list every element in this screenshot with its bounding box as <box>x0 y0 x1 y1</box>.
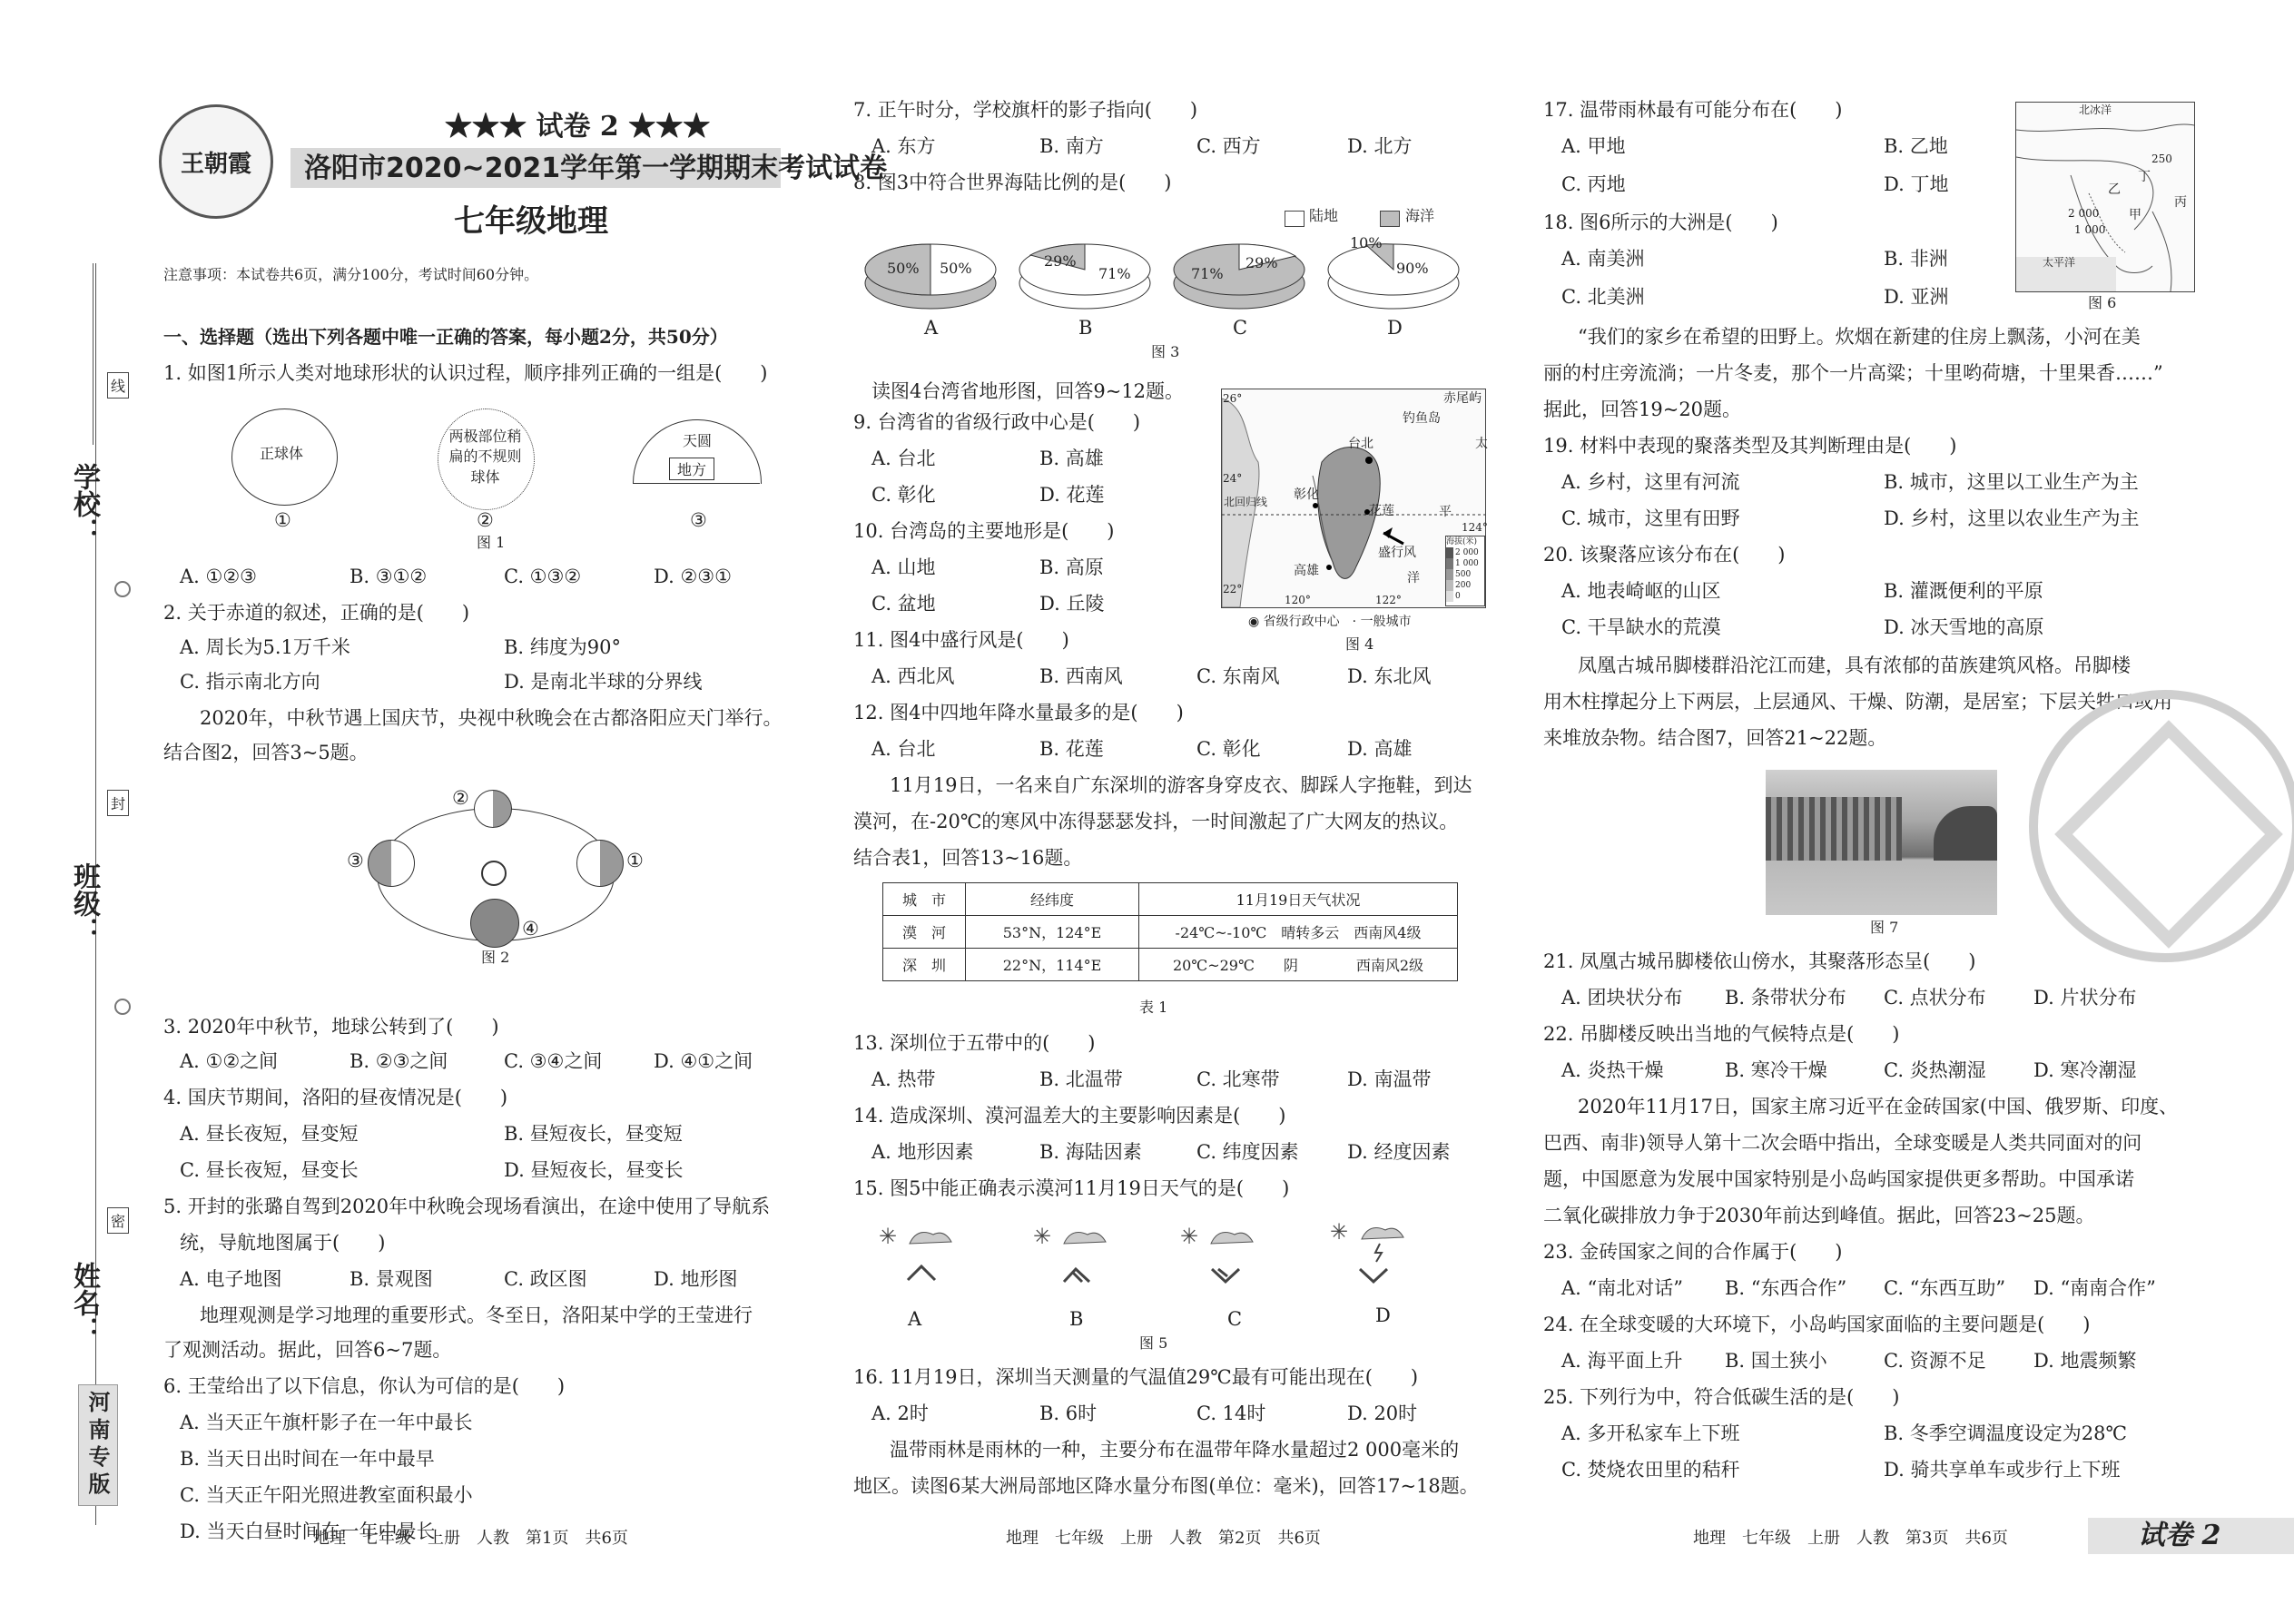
passage-13-16: 11月19日，一名来自广东深圳的游客身穿皮衣、脚踩人字拖鞋，到达 <box>890 774 1472 796</box>
passage-9-12: 读图4台湾省地形图，回答9~12题。 <box>871 380 1185 402</box>
q17-option-c[interactable]: C. 丙地 <box>1561 173 1626 195</box>
exam-title: 洛阳市2020~2021学年第一学期期末考试试卷 <box>304 153 888 184</box>
legend-land-label: 陆地 <box>1309 207 1339 224</box>
pie-b-land: 29% <box>1044 252 1077 270</box>
q10-option-a[interactable]: A. 山地 <box>871 556 936 578</box>
q9-stem: 9. 台湾省的省级行政中心是( ) <box>853 411 1141 433</box>
q18-option-a[interactable]: A. 南美洲 <box>1561 248 1645 270</box>
binding-mark-line: 线 <box>107 372 129 399</box>
q4-option-d[interactable]: D. 昼短夜长，昼变长 <box>504 1159 684 1181</box>
elev-2000: 2 000 <box>1446 547 1484 558</box>
map-label-taipei: 台北 <box>1348 437 1373 451</box>
fig1-label-3: 天圆 <box>683 432 713 449</box>
q5-option-c[interactable]: C. 政区图 <box>504 1268 587 1290</box>
subject-title: 七年级地理 <box>454 203 608 240</box>
q17-option-d[interactable]: D. 丁地 <box>1884 173 1949 195</box>
q20-stem: 20. 该聚落应该分布在( ) <box>1543 544 1786 566</box>
series-label: ★★★ 试卷 2 ★★★ <box>445 111 711 143</box>
q17-stem: 17. 温带雨林最有可能分布在( ) <box>1543 99 1843 121</box>
q24-option-a[interactable]: A. 海平面上升 <box>1561 1350 1683 1372</box>
q10-option-c[interactable]: C. 盆地 <box>871 593 936 615</box>
q13-option-d[interactable]: D. 南温带 <box>1347 1068 1432 1090</box>
table-row <box>883 916 1458 949</box>
q22-stem: 22. 吊脚楼反映出当地的气候特点是( ) <box>1543 1023 1900 1045</box>
fig1-square-earth <box>633 483 760 487</box>
q5-stem-cont: 统，导航地图属于( ) <box>180 1232 386 1254</box>
fig7-caption: 图 7 <box>1870 919 1899 936</box>
fig2-earth-4 <box>470 899 519 948</box>
q25-option-d[interactable]: D. 骑共享单车或步行上下班 <box>1884 1459 2121 1481</box>
q16-option-a[interactable]: A. 2时 <box>871 1403 929 1424</box>
map-lat-26: 26° <box>1223 392 1243 405</box>
q10-option-d[interactable]: D. 丘陵 <box>1039 593 1105 615</box>
q17-option-a[interactable]: A. 甲地 <box>1561 135 1626 157</box>
q7-stem: 7. 正午时分，学校旗杆的影子指向( ) <box>853 99 1198 121</box>
fig1-label-1: 正球体 <box>260 445 304 462</box>
q23-stem: 23. 金砖国家之间的合作属于( ) <box>1543 1241 1843 1263</box>
fig4-caption: 图 4 <box>1345 635 1374 653</box>
q18-stem: 18. 图6所示的大洲是( ) <box>1543 212 1778 233</box>
binding-hole-icon <box>114 581 131 597</box>
q3-option-a[interactable]: A. ①②之间 <box>180 1050 279 1072</box>
q19-stem: 19. 材料中表现的聚落类型及其判断理由是( ) <box>1543 435 1957 457</box>
q6-option-d[interactable]: D. 当天白昼时间在一年中最长 <box>180 1521 436 1542</box>
q1-option-c[interactable]: C. ①③② <box>504 566 582 587</box>
elev-1000: 1 000 <box>1446 558 1484 569</box>
q14-option-a[interactable]: A. 地形因素 <box>871 1141 974 1163</box>
q4-option-c[interactable]: C. 昼长夜短，昼变长 <box>180 1159 359 1181</box>
q7-option-b[interactable]: B. 南方 <box>1039 135 1104 157</box>
q14-option-d[interactable]: D. 经度因素 <box>1347 1141 1451 1163</box>
pie-b-label: B <box>1078 317 1093 339</box>
passage-19-20-cont2: 据此，回答19~20题。 <box>1543 399 1742 420</box>
map-label-wind: 盛行风 <box>1378 546 1416 560</box>
svg-text:✳: ✳ <box>1330 1219 1349 1245</box>
fig5-label-c: C <box>1227 1308 1243 1330</box>
passage-21-22-cont: 用木柱撑起分上下两层，上层通风、干燥、防潮，是居室；下层关牲口或用 <box>1543 691 2172 713</box>
fig5-weather-symbols <box>871 1216 1434 1307</box>
fig1-num-1: ① <box>274 509 291 531</box>
table-caption: 表 1 <box>1139 999 1168 1016</box>
q12-stem: 12. 图4中四地年降水量最多的是( ) <box>853 702 1184 723</box>
class-label: 班级： <box>68 862 100 944</box>
q3-option-d[interactable]: D. ④①之间 <box>654 1050 753 1072</box>
passage-17-18-cont: 地区。读图6某大洲局部地区降水量分布图(单位：毫米)，回答17~18题。 <box>853 1475 1479 1497</box>
table-cell: 深 圳 <box>883 949 966 981</box>
table-cell: 漠 河 <box>883 916 966 949</box>
pie-a-sea: 50% <box>940 260 972 277</box>
q22-option-b[interactable]: B. 寒冷干燥 <box>1725 1059 1827 1081</box>
q11-option-b[interactable]: B. 西南风 <box>1039 665 1123 687</box>
q12-option-d[interactable]: D. 高雄 <box>1347 738 1413 760</box>
q6-stem: 6. 王莹给出了以下信息，你认为可信的是( ) <box>163 1375 566 1397</box>
q25-option-a[interactable]: A. 多开私家车上下班 <box>1561 1422 1740 1444</box>
fig2-num-1: ① <box>626 850 644 871</box>
q9-option-d[interactable]: D. 花莲 <box>1039 484 1105 506</box>
q6-option-a[interactable]: A. 当天正午旗杆影子在一年中最长 <box>180 1412 473 1433</box>
q23-option-a[interactable]: A. “南北对话” <box>1561 1277 1683 1299</box>
q10-stem: 10. 台湾岛的主要地形是( ) <box>853 520 1115 542</box>
q2-option-c[interactable]: C. 指示南北方向 <box>180 671 320 693</box>
elev-500: 500 <box>1446 569 1484 580</box>
passage-23-25-cont: 巴西、南非)领导人第十二次会晤中指出，全球变暖是人类共同面对的问 <box>1543 1132 2142 1154</box>
passage-3-5-cont: 结合图2，回答3~5题。 <box>163 742 369 763</box>
q21-option-d[interactable]: D. 片状分布 <box>2033 987 2137 1009</box>
fig1-caption: 图 1 <box>477 534 506 551</box>
q5-option-a[interactable]: A. 电子地图 <box>180 1268 282 1290</box>
binding-mark-seal: 封 <box>107 790 129 816</box>
fig2-caption: 图 2 <box>481 949 510 966</box>
q17-option-b[interactable]: B. 乙地 <box>1884 135 1948 157</box>
fig3-caption: 图 3 <box>1151 343 1180 360</box>
q11-option-c[interactable]: C. 东南风 <box>1196 665 1280 687</box>
rainfall-label-2000: 2 000 <box>2068 207 2100 220</box>
symbol-c <box>1180 1224 1253 1282</box>
fig6-caption: 图 6 <box>2088 294 2117 311</box>
q16-option-d[interactable]: D. 20时 <box>1347 1403 1418 1424</box>
fig2-num-2: ② <box>452 787 469 809</box>
passage-23-25-cont3: 二氧化碳排放力争于2030年前达到峰值。据此，回答23~25题。 <box>1543 1205 2095 1226</box>
elev-title: 海拔(米) <box>1446 537 1478 546</box>
q19-option-d[interactable]: D. 乡村，这里以农业生产为主 <box>1884 507 2140 529</box>
q18-option-c[interactable]: C. 北美洲 <box>1561 286 1645 308</box>
fenghuang-photo <box>1766 770 1997 915</box>
fig5-caption: 图 5 <box>1139 1334 1168 1352</box>
passage-6-7-cont: 了观测活动。据此，回答6~7题。 <box>163 1339 452 1361</box>
q9-option-b[interactable]: B. 高雄 <box>1039 448 1104 469</box>
q13-option-c[interactable]: C. 北寒带 <box>1196 1068 1280 1090</box>
q2-option-a[interactable]: A. 周长为5.1万千米 <box>180 636 350 658</box>
q24-option-d[interactable]: D. 地震频繁 <box>2033 1350 2137 1372</box>
q4-option-a[interactable]: A. 昼长夜短，昼变短 <box>180 1123 359 1145</box>
pie-d-sea: 90% <box>1396 260 1429 277</box>
symbol-d <box>1330 1219 1403 1282</box>
table-header: 城 市 <box>883 883 966 916</box>
q12-option-b[interactable]: B. 花莲 <box>1039 738 1104 760</box>
q24-stem: 24. 在全球变暖的大环境下，小岛屿国家面临的主要问题是( ) <box>1543 1314 2091 1335</box>
fig2-num-4: ④ <box>522 918 539 940</box>
pie-a-land: 50% <box>887 260 920 277</box>
school-field[interactable] <box>93 263 95 445</box>
q25-stem: 25. 下列行为中，符合低碳生活的是( ) <box>1543 1386 1900 1408</box>
fig5-label-d: D <box>1375 1304 1391 1326</box>
fig2-num-3: ③ <box>347 850 364 871</box>
q14-option-c[interactable]: C. 纬度因素 <box>1196 1141 1299 1163</box>
q19-option-c[interactable]: C. 城市，这里有田野 <box>1561 507 1740 529</box>
svg-text:✳: ✳ <box>1033 1224 1052 1249</box>
q2-stem: 2. 关于赤道的叙述，正确的是( ) <box>163 602 470 624</box>
q13-option-a[interactable]: A. 热带 <box>871 1068 936 1090</box>
q4-stem: 4. 国庆节期间，洛阳的昼夜情况是( ) <box>163 1087 508 1108</box>
q23-option-d[interactable]: D. “南南合作” <box>2033 1277 2156 1299</box>
rainfall-label-yi: 乙 <box>2108 182 2121 197</box>
table-row <box>883 949 1458 981</box>
q12-option-a[interactable]: A. 台北 <box>871 738 936 760</box>
edition-badge: 河南专版 <box>78 1384 118 1506</box>
weather-table <box>882 882 1458 981</box>
pie-d-land: 10% <box>1350 234 1383 251</box>
legend-land-swatch <box>1285 211 1305 227</box>
pie-c-sea: 29% <box>1245 254 1278 271</box>
legend-sea-swatch <box>1380 211 1400 227</box>
q23-option-c[interactable]: C. “东西互助” <box>1884 1277 2006 1299</box>
name-label: 姓名： <box>68 1262 100 1343</box>
map-label-pacific-1: 太 <box>1475 437 1488 451</box>
fig3-pies <box>862 238 1480 329</box>
q2-option-d[interactable]: D. 是南北半球的分界线 <box>504 671 703 693</box>
pie-d <box>1328 244 1459 309</box>
rainfall-label-jia: 甲 <box>2129 208 2141 222</box>
q15-stem: 15. 图5中能正确表示漠河11月19日天气的是( ) <box>853 1177 1290 1199</box>
pie-a-label: A <box>924 317 939 339</box>
fig1-num-2: ② <box>477 509 494 531</box>
map-label-hualien: 花莲 <box>1369 504 1394 518</box>
q19-option-b[interactable]: B. 城市，这里以工业生产为主 <box>1884 471 2139 493</box>
passage-21-22: 凤凰古城吊脚楼群沿沱江而建，具有浓郁的苗族建筑风格。吊脚楼 <box>1578 655 2131 676</box>
q21-stem: 21. 凤凰古城吊脚楼依山傍水，其聚落形态呈( ) <box>1543 950 1976 972</box>
q14-stem: 14. 造成深圳、漠河温差大的主要影响因素是( ) <box>853 1105 1286 1127</box>
q7-option-a[interactable]: A. 东方 <box>871 135 936 157</box>
passage-6-7: 地理观测是学习地理的重要形式。冬至日，洛阳某中学的王莹进行 <box>200 1304 753 1326</box>
map-elevation-legend <box>1445 536 1485 606</box>
q6-option-b[interactable]: B. 当天日出时间在一年中最早 <box>180 1448 435 1470</box>
map-lon-122: 122° <box>1375 594 1402 606</box>
binding-mark-secret: 密 <box>107 1207 129 1234</box>
q9-option-c[interactable]: C. 彰化 <box>871 484 936 506</box>
pie-b-sea: 71% <box>1098 265 1131 282</box>
map-label-diaoyu: 钓鱼岛 <box>1403 411 1441 426</box>
map-label-pacific-2: 平 <box>1439 505 1452 519</box>
elev-0: 0 <box>1446 591 1484 602</box>
q18-option-b[interactable]: B. 非洲 <box>1884 248 1948 270</box>
pie-c-label: C <box>1233 317 1248 339</box>
q6-option-c[interactable]: C. 当天正午阳光照进教室面积最小 <box>180 1484 473 1506</box>
q14-option-b[interactable]: B. 海陆因素 <box>1039 1141 1142 1163</box>
q25-option-b[interactable]: B. 冬季空调温度设定为28℃ <box>1884 1422 2127 1444</box>
q20-option-b[interactable]: B. 灌溉便利的平原 <box>1884 580 2043 602</box>
logo <box>159 104 273 219</box>
map-lat-22: 22° <box>1223 583 1243 595</box>
q16-option-c[interactable]: C. 14时 <box>1196 1403 1266 1424</box>
passage-13-16-cont: 漠河，在-20℃的寒风中冻得瑟瑟发抖，一时间激起了广大网友的热议。 <box>853 811 1459 832</box>
table-header: 11月19日天气状况 <box>1139 883 1458 916</box>
q5-stem: 5. 开封的张璐自驾到2020年中秋晚会现场看演出，在途中使用了导航系 <box>163 1196 771 1217</box>
fig2-earth-2 <box>474 790 512 828</box>
section-heading: 一、选择题（选出下列各题中唯一正确的答案，每小题2分，共50分） <box>163 326 728 348</box>
rainfall-label-ding: 丁 <box>2138 170 2151 184</box>
map-label-chiwei: 赤尾屿 <box>1443 391 1482 406</box>
q20-option-a[interactable]: A. 地表崎岖的山区 <box>1561 580 1721 602</box>
fig1-num-3: ③ <box>690 509 707 531</box>
map-lat-24: 24° <box>1223 472 1243 485</box>
q21-option-c[interactable]: C. 点状分布 <box>1884 987 1986 1009</box>
symbol-b <box>1033 1224 1106 1282</box>
q3-option-c[interactable]: C. ③④之间 <box>504 1050 603 1072</box>
q23-option-b[interactable]: B. “东西合作” <box>1725 1277 1847 1299</box>
school-label: 学校： <box>68 463 100 545</box>
q16-option-b[interactable]: B. 6时 <box>1039 1403 1098 1424</box>
pie-a <box>865 244 996 309</box>
fig5-label-b: B <box>1069 1308 1084 1330</box>
table-cell: 22°N，114°E <box>966 949 1139 981</box>
elev-200: 200 <box>1446 580 1484 591</box>
fig2-earth-1 <box>576 840 624 887</box>
map-lon-120: 120° <box>1285 594 1311 606</box>
rainfall-label-bing: 丙 <box>2174 195 2187 210</box>
map-lon-124: 124° <box>1462 521 1488 534</box>
q19-option-a[interactable]: A. 乡村，这里有河流 <box>1561 471 1740 493</box>
passage-19-20-cont: 丽的村庄旁流淌；一片冬麦，那个一片高粱；十里哟荷塘，十里果香……” <box>1543 362 2163 384</box>
rainfall-label-250: 250 <box>2151 153 2172 165</box>
q7-option-d[interactable]: D. 北方 <box>1347 135 1413 157</box>
q5-option-b[interactable]: B. 景观图 <box>350 1268 433 1290</box>
svg-text:✳: ✳ <box>1180 1224 1199 1249</box>
fig2-earth-3 <box>368 840 415 887</box>
fig1-label-4: 地方 <box>669 458 714 480</box>
exam-note: 注意事项：本试卷共6页，满分100分，考试时间60分钟。 <box>163 266 539 283</box>
q21-option-b[interactable]: B. 条带状分布 <box>1725 987 1846 1009</box>
table-cell: 53°N，124°E <box>966 916 1139 949</box>
fig2-sun <box>481 861 507 886</box>
fig1-label-2: 两极部位稍扁的不规则球体 <box>448 428 522 486</box>
map-legend: ◉ 省级行政中心 · 一般城市 <box>1248 615 1412 629</box>
q10-option-b[interactable]: B. 高原 <box>1039 556 1104 578</box>
q2-option-b[interactable]: B. 纬度为90° <box>504 636 622 658</box>
q1-option-a[interactable]: A. ①②③ <box>180 566 257 587</box>
photo-buildings <box>1766 797 1902 861</box>
q7-option-c[interactable]: C. 西方 <box>1196 135 1261 157</box>
legend-sea-label: 海洋 <box>1405 207 1435 224</box>
svg-text:✳: ✳ <box>879 1224 898 1249</box>
q13-option-b[interactable]: B. 北温带 <box>1039 1068 1123 1090</box>
rainfall-label-1000: 1 000 <box>2074 223 2106 236</box>
q11-option-d[interactable]: D. 东北风 <box>1347 665 1432 687</box>
q13-stem: 13. 深圳位于五带中的( ) <box>853 1032 1096 1054</box>
q9-option-a[interactable]: A. 台北 <box>871 448 936 469</box>
map-label-pacific-3: 洋 <box>1407 571 1420 586</box>
rainfall-label-pacific: 太平洋 <box>2043 256 2076 269</box>
passage-23-25: 2020年11月17日，国家主席习近平在金砖国家(中国、俄罗斯、印度、 <box>1578 1096 2179 1117</box>
q3-option-b[interactable]: B. ②③之间 <box>350 1050 448 1072</box>
pie-d-label: D <box>1387 317 1403 339</box>
page-footer-3: 地理 七年级 上册 人教 第3页 共6页 <box>1693 1529 2008 1548</box>
logo-text: 王朝霞 <box>180 150 251 178</box>
q1-option-d[interactable]: D. ②③① <box>654 566 732 587</box>
q22-option-c[interactable]: C. 炎热潮湿 <box>1884 1059 1986 1081</box>
q25-option-c[interactable]: C. 焚烧农田里的秸秆 <box>1561 1459 1740 1481</box>
q21-option-a[interactable]: A. 团块状分布 <box>1561 987 1683 1009</box>
passage-17-18: 温带雨林是雨林的一种，主要分布在温带年降水量超过2 000毫米的 <box>890 1439 1460 1461</box>
symbol-a <box>879 1224 951 1280</box>
q11-stem: 11. 图4中盛行风是( ) <box>853 629 1069 651</box>
q20-option-d[interactable]: D. 冰天雪地的高原 <box>1884 616 2044 638</box>
table-header: 经纬度 <box>966 883 1139 916</box>
q4-option-b[interactable]: B. 昼短夜长，昼变短 <box>504 1123 683 1145</box>
page-footer-1: 地理 七年级 上册 人教 第1页 共6页 <box>313 1529 628 1548</box>
q18-option-d[interactable]: D. 亚洲 <box>1884 286 1949 308</box>
q1-stem: 1. 如图1所示人类对地球形状的认识过程，顺序排列正确的一组是( ) <box>163 362 768 384</box>
q11-option-a[interactable]: A. 西北风 <box>871 665 955 687</box>
footer-badge: 试卷 2 <box>2138 1520 2221 1551</box>
photo-trees <box>1934 806 1997 861</box>
pie-c-land: 71% <box>1191 265 1224 282</box>
page-footer-2: 地理 七年级 上册 人教 第2页 共6页 <box>1006 1529 1321 1548</box>
q24-option-b[interactable]: B. 国土狭小 <box>1725 1350 1827 1372</box>
map-label-kaohsiung: 高雄 <box>1294 564 1319 578</box>
q16-stem: 16. 11月19日，深圳当天测量的气温值29℃最有可能出现在( ) <box>853 1366 1419 1388</box>
passage-23-25-cont2: 题，中国愿意为发展中国家特别是小岛屿国家提供更多帮助。中国承诺 <box>1543 1168 2134 1190</box>
q3-stem: 3. 2020年中秋节，地球公转到了( ) <box>163 1016 499 1038</box>
passage-3-5: 2020年，中秋节遇上国庆节，央视中秋晚会在古都洛阳应天门举行。 <box>200 707 783 729</box>
passage-13-16-cont2: 结合表1，回答13~16题。 <box>853 847 1083 869</box>
fig5-label-a: A <box>908 1308 922 1330</box>
q5-option-d[interactable]: D. 地形图 <box>654 1268 738 1290</box>
q24-option-c[interactable]: C. 资源不足 <box>1884 1350 1986 1372</box>
q12-option-c[interactable]: C. 彰化 <box>1196 738 1261 760</box>
passage-19-20: “我们的家乡在希望的田野上。炊烟在新建的住房上飘荡，小河在美 <box>1578 326 2141 348</box>
table-cell: -24℃~-10℃ 晴转多云 西南风4级 <box>1139 916 1458 949</box>
passage-21-22-cont2: 来堆放杂物。结合图7，回答21~22题。 <box>1543 727 1887 749</box>
map-label-tropic: 北回归线 <box>1224 496 1268 508</box>
q1-option-b[interactable]: B. ③①② <box>350 566 428 587</box>
q8-stem: 8. 图3中符合世界海陆比例的是( ) <box>853 172 1172 193</box>
map-label-changhua: 彰化 <box>1294 487 1319 502</box>
q20-option-c[interactable]: C. 干旱缺水的荒漠 <box>1561 616 1721 638</box>
rainfall-label-arctic: 北冰洋 <box>2079 103 2112 116</box>
q22-option-d[interactable]: D. 寒冷潮湿 <box>2033 1059 2137 1081</box>
table-cell: 20℃~29℃ 阴 西南风2级 <box>1139 949 1458 981</box>
q22-option-a[interactable]: A. 炎热干燥 <box>1561 1059 1664 1081</box>
binding-hole-icon <box>114 999 131 1015</box>
